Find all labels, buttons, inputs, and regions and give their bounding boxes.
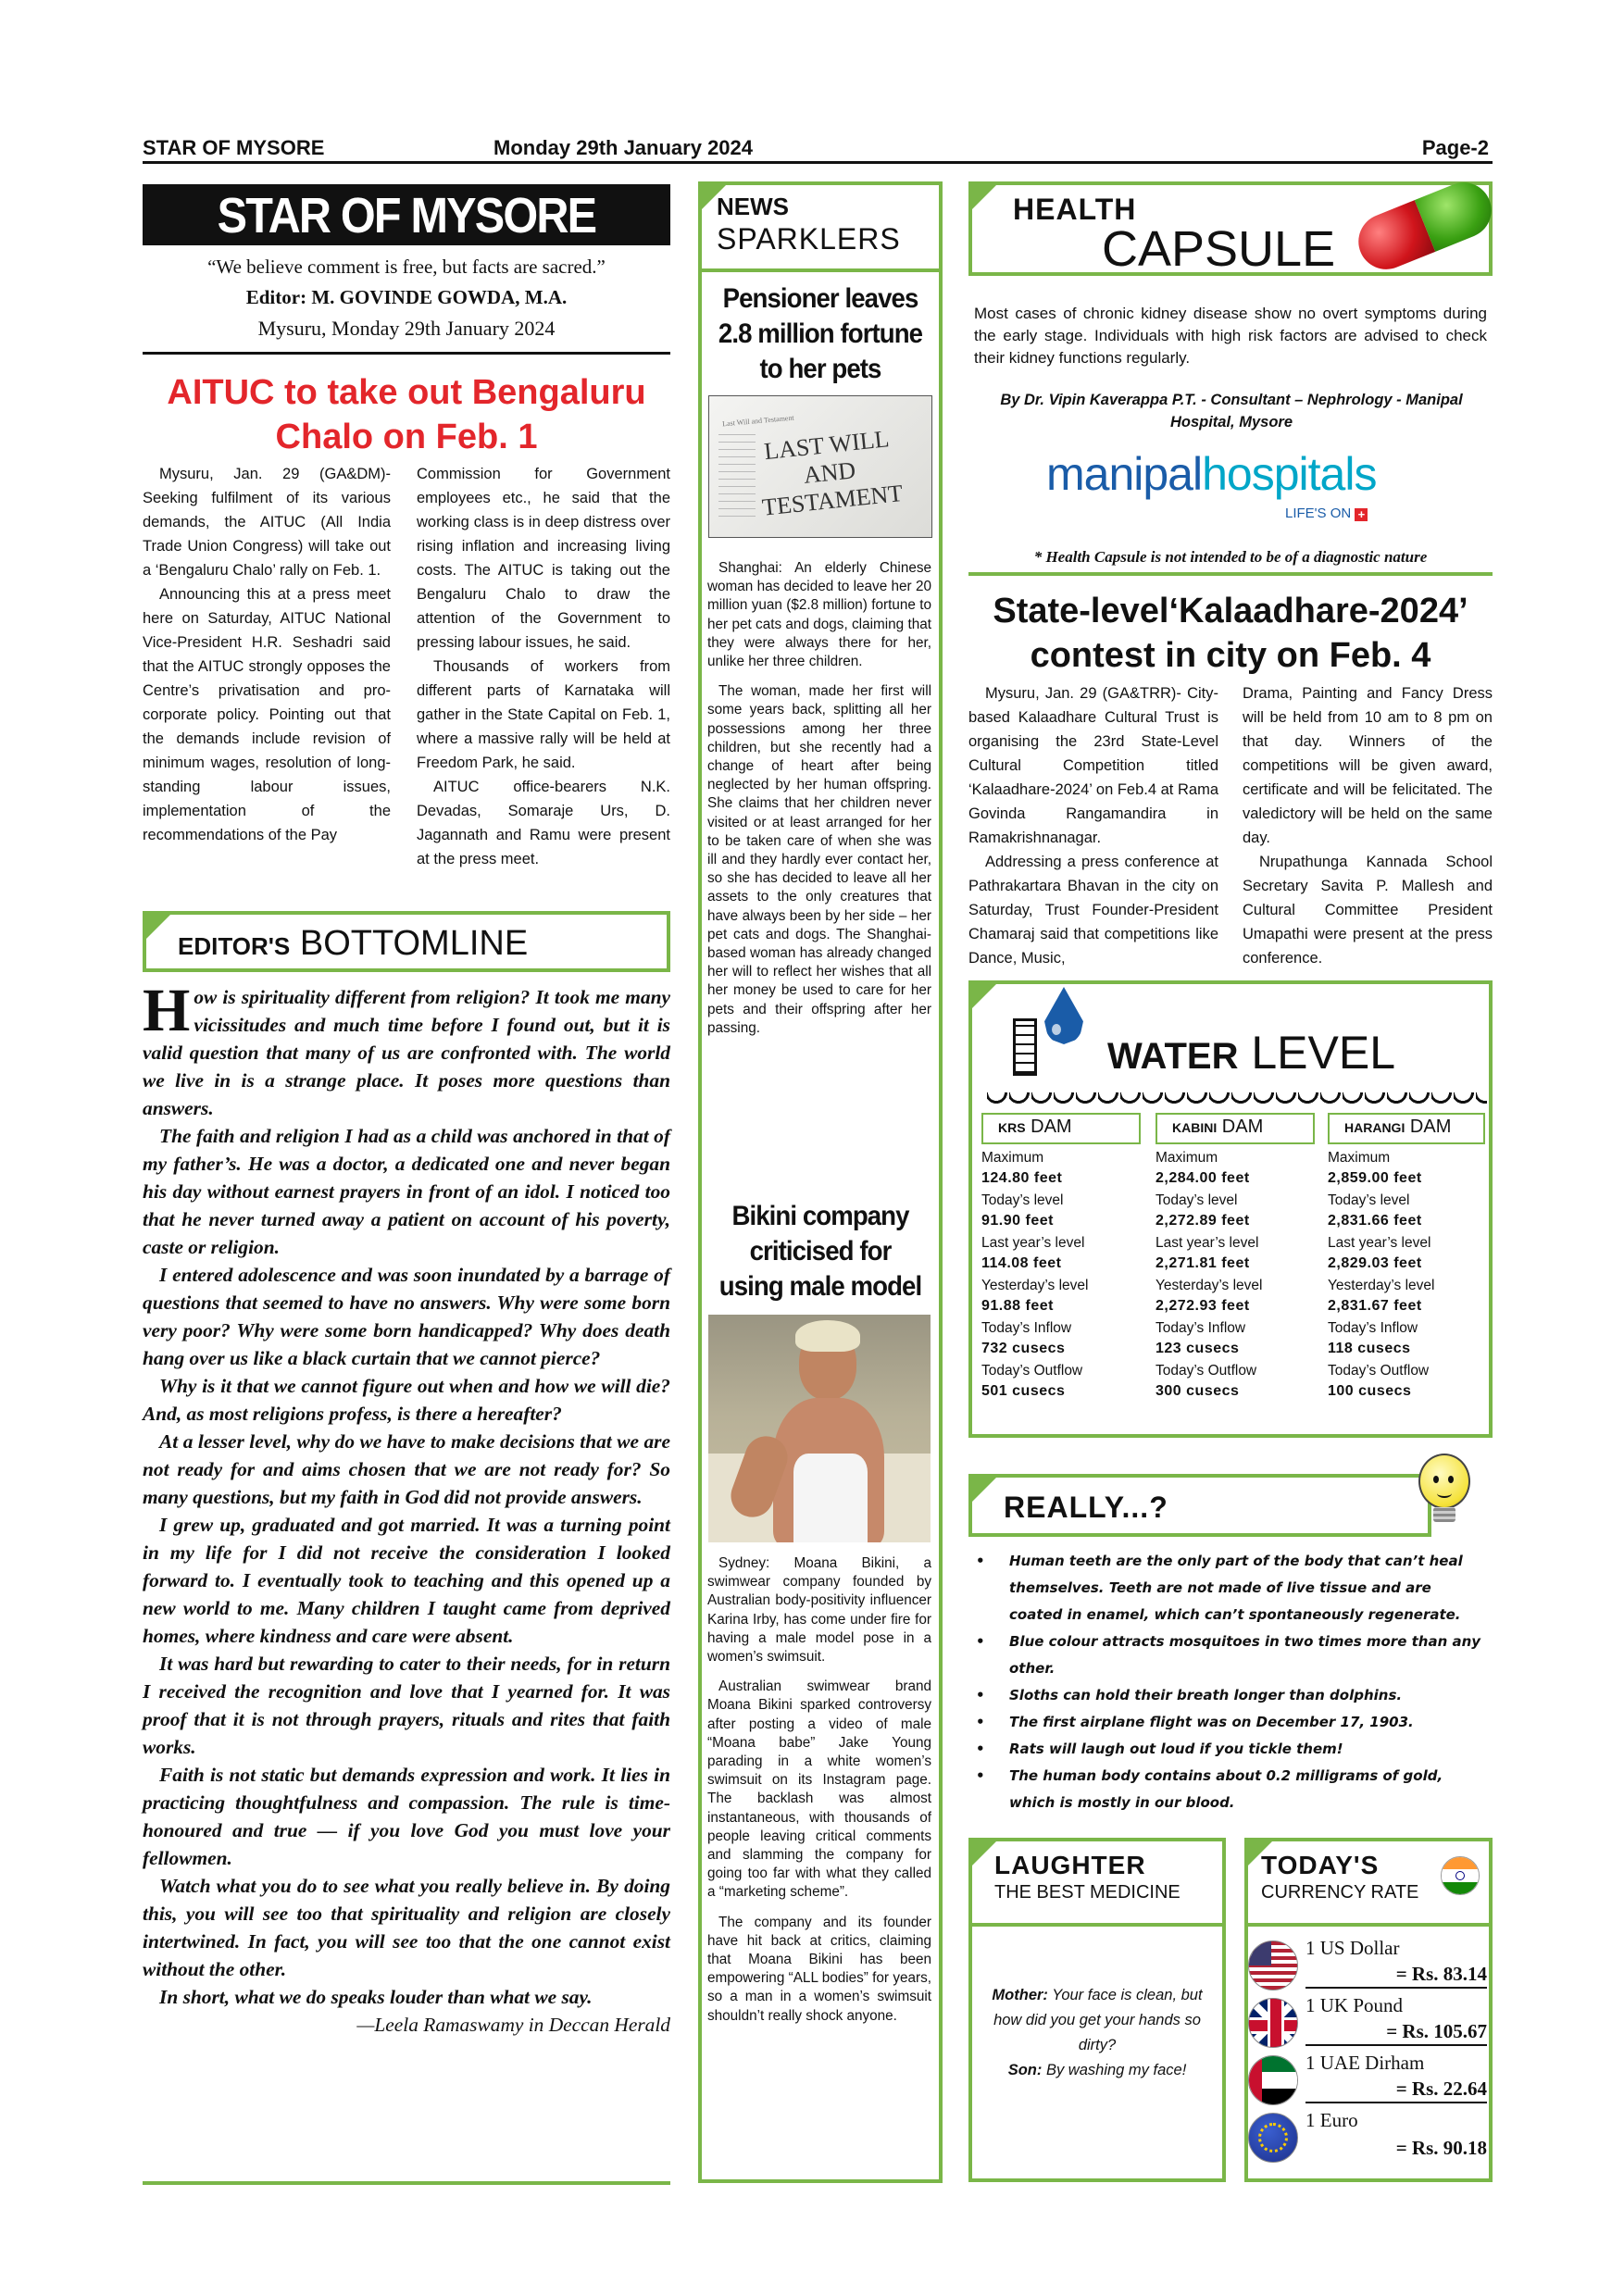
bikini-paragraph: Australian swimwear brand Moana Bikini sparked controversy after posting a video of male “Moana babe” Jake Young parading in a white women’s swimsuit on its Instagram page. The backlash was almost instantaneous, with thousands of people leaving critical comments and slamming the company for going too far with what they called a “marketing scheme”. (707, 1678, 931, 1901)
manipal-logo-a: manipal (1046, 448, 1203, 500)
manipal-logo (1046, 448, 1435, 500)
fact-item: • Rats will laugh out loud if you tickle them! (1009, 1736, 1489, 1763)
fact-item: • Sloths can hold their breath longer than dolphins. (1009, 1682, 1489, 1709)
header-rule (143, 161, 1493, 164)
editorial-editor: Editor: M. GOVINDE GOWDA, M.A. (245, 286, 568, 308)
photo-swimsuit (793, 1454, 868, 1542)
news-sparklers-label-bottom: SPARKLERS (717, 222, 901, 256)
currency-title-bottom: CURRENCY RATE (1261, 1882, 1419, 1903)
currency-row-gbp (1248, 1992, 1487, 2050)
currency-underline (1305, 2044, 1487, 2046)
aituc-paragraph: AITUC office-bearers N.K. Devadas, Somaraje Urs, D. Jagannath and Ramu were present at the press meet. (417, 779, 670, 867)
kalaadhare-paragraph: Mysuru, Jan. 29 (GA&TRR)- City-based Kalaadhare Cultural Trust is organising the 23rd State-Level Cultural Competition titled ‘Kalaadhare-2024’ on Feb.4 at Rama Govinda Rangamandira in Ramakrishnanagar. (968, 685, 1218, 846)
bottomline-bottom-rule (143, 2181, 670, 2185)
bottomline-paragraph: I grew up, graduated and got married. It was a turning point in my life for I did not receive the consideration I looked forward to. I eventually took to teaching and this opened up a new world to me. Many children I taught came from deprived homes, where kindness and care were absent. (143, 1514, 670, 1647)
currency-name: 1 Euro (1305, 2109, 1358, 2131)
corner-triangle (968, 980, 1000, 1012)
manipal-tagline: LIFE'S ON + (1285, 505, 1368, 521)
joke-speaker-son: Son: (1007, 2062, 1043, 2078)
editorial-motto: “We believe comment is free, but facts are sacred.” (207, 256, 606, 278)
photo-hair (795, 1320, 860, 1352)
water-level-title-bold: WATER (1107, 1036, 1239, 1077)
aituc-paragraph: Announcing this at a press meet here on Saturday, AITUC National Vice-President H.R. Seshadri said that the AITUC strongly opposes the Centre’s privatisation and pro-corporate policy. Pointing out that the demands include revision of minimum wages, resolution of long-standing labour issues, implementation of the recommendations of the Pay (143, 586, 391, 843)
health-capsule-box (968, 181, 1493, 276)
aituc-column-1 (143, 462, 391, 847)
currency-name: 1 US Dollar (1305, 1937, 1400, 1959)
currency-name: 1 UAE Dirham (1305, 2052, 1425, 2074)
kalaadhare-headline-line1: State-level‘Kalaadhare-2024’ (993, 592, 1468, 630)
laughter-divider (968, 1923, 1226, 1927)
kalaadhare-column-1 (968, 681, 1218, 970)
kalaadhare-headline (968, 589, 1493, 678)
currency-value: = Rs. 105.67 (1386, 2020, 1487, 2042)
bikini-body (707, 1554, 931, 2026)
aituc-paragraph: Commission for Government employees etc., he said that the working class is in deep distress over rising inflation and increasing living costs. The AITUC is taking out the Bengaluru Chalo to draw the attention of the Government to pressing labour issues, he said. (417, 466, 670, 651)
bottomline-paragraph: Watch what you do to see what you really believe in. By doing this, you will see too that spirituality and religion are closely intertwined. In fact, you will see too that the one cannot exist without the other. (143, 1875, 670, 1980)
news-sparklers-header-divider (698, 268, 943, 272)
last-will-image-text: LAST WILL AND TESTAMENT (760, 425, 905, 521)
currency-value: = Rs. 83.14 (1395, 1963, 1487, 1985)
pensioner-paragraph: The woman, made her first will some years back, splitting all her possessions among her three children, but she recently had a change of heart after being neglected by her human offspring. She claims that her children never visited or at least arranged for her to be taken care of when she was ill and they hardly ever contact her, so she has decided to leave all her assets to the only creatures that have always been by her side – her pet cats and dogs. The Shanghai-based woman has already changed her will to reflect her wishes that all her money be used to care for her pets and their offspring after her passing. (707, 683, 931, 1036)
water-level-title (1107, 1026, 1395, 1079)
fact-item: • The first airplane flight was on December 17, 1903. (1009, 1709, 1489, 1736)
dropcap: H (143, 977, 191, 1044)
dam-column-harangi: HARANGI DAM Maximum 2,859.00 feet Today’s level 2,831.66 feet Last year’s level 2,829.03 feet Yesterday’s level 2,831.67 feet Today’s Inflow 118 cusecs Today’s Outflow 100 cusecs (1328, 1113, 1485, 1400)
currency-row-eur (1248, 2107, 1487, 2165)
bottomline-paragraph: It was hard but rewarding to cater to their needs, for in return I received the recognition and love that I yearned for. It was proof that it is not through prayers, rituals and rites that faith works. (143, 1653, 670, 1758)
joke-line-mother: Your face is clean, but how did you get your hands so dirty? (993, 1987, 1203, 2053)
currency-value: = Rs. 90.18 (1395, 2137, 1487, 2159)
health-capsule-label-top: HEALTH (1013, 193, 1137, 226)
uk-flag-icon (1248, 1998, 1298, 2048)
currency-row-usd (1248, 1935, 1487, 1992)
last-will-image-small: Last Will and Testament (721, 413, 794, 429)
bikini-paragraph: Sydney: Moana Bikini, a swimwear company founded by Australian body-positivity influencer Karina Irby, has come under fire for having a male model pose in a women’s swimsuit. (707, 1555, 931, 1666)
manipal-logo-b: hospitals (1202, 448, 1377, 500)
joke-line-son: By washing my face! (1045, 2062, 1187, 2078)
aituc-column-2 (417, 462, 670, 871)
last-will-image (708, 395, 932, 538)
aituc-paragraph: Mysuru, Jan. 29 (GA&DM)- Seeking fulfilment of its various demands, the AITUC (All India Trade Union Congress) will take out a ‘Bengaluru Chalo’ rally on Feb. 1. (143, 466, 391, 579)
kalaadhare-paragraph: Nrupathunga Kannada School Secretary Savita P. Mallesh and Cultural Committee President Umapathi were present at the press conference. (1243, 854, 1493, 967)
dam-column-krs: KRS DAM Maximum 124.80 feet Today’s level 91.90 feet Last year’s level 114.08 feet Yesterday’s level 91.88 feet Today’s Inflow 732 cusecs Today’s Outflow 501 cusecs (981, 1113, 1141, 1400)
bikini-paragraph: The company and its founder have hit back at critics, claiming that Moana Bikini has been empowering “ALL bodies” for years, so a man in a women’s swimsuit shouldn’t really shock anyone. (707, 1914, 931, 2024)
capsule-icon (1350, 174, 1500, 278)
aituc-headline-line1: AITUC to take out Bengaluru (167, 373, 646, 412)
really-box (968, 1474, 1431, 1537)
dam-header: HARANGI DAM (1328, 1113, 1485, 1144)
aituc-headline-line2: Chalo on Feb. 1 (275, 418, 538, 456)
water-level-title-light: LEVEL (1251, 1027, 1396, 1079)
eu-flag-icon (1248, 2113, 1298, 2163)
currency-row-aed (1248, 2050, 1487, 2107)
editors-bottomline-title-bold: EDITOR'S (178, 932, 291, 960)
bottomline-paragraph: In short, what we do speaks louder than what we say. (159, 1986, 593, 2008)
pensioner-paragraph: Shanghai: An elderly Chinese woman has decided to leave her 20 million yuan ($2.8 million) fortune to her pet cats and dogs, claiming that they were always there for her, unlike her three children. (707, 560, 931, 670)
kalaadhare-paragraph: Drama, Painting and Fancy Dress will be held from 10 am to 8 pm on that day. Winners of the competitions will be given award, certificate and will be felicitated. The valedictory will be held on the same day. (1243, 685, 1493, 846)
masthead-rule (143, 352, 670, 355)
us-flag-icon (1248, 1940, 1298, 1990)
bottomline-paragraph: I entered adolescence and was soon inundated by a barrage of questions that seemed to have no answers. Why were some born very poor? Why were some born handicapped? Why does death hang over us like a black curtain that we cannot pierce? (143, 1264, 670, 1369)
pensioner-headline: Pensioner leaves 2.8 million fortune to her pets (718, 283, 923, 384)
bottomline-paragraph: Why is it that we cannot figure out when and how we will die? And, as most religions profess, is there a hereafter? (143, 1375, 670, 1425)
corner-triangle (143, 911, 174, 942)
currency-value: = Rs. 22.64 (1395, 2078, 1487, 2100)
news-sparklers-label-top: NEWS (717, 193, 789, 220)
laughter-title-top: LAUGHTER (994, 1851, 1146, 1879)
kalaadhare-headline-line2: contest in city on Feb. 4 (1030, 636, 1431, 675)
health-capsule-label-bottom: CAPSULE (1102, 221, 1336, 277)
joke-speaker-mother: Mother: (992, 1987, 1048, 2003)
currency-divider (1244, 1923, 1493, 1927)
currency-header (1244, 1838, 1493, 1921)
bottomline-paragraph: The faith and religion I had as a child was anchored in that of my father’s. He was a doctor, a dedicated one and never began his day without earnest prayers in front of an idol. I noticed too that he never turned away a patient on account of his poverty, caste or religion. (143, 1125, 670, 1258)
bottomline-paragraph: How is spirituality different from religion? It took me many vicissitudes and much time before I found out, but it is valid question that many of us are confronted with. The world we live in is a strange place. It poses more questions than answers. (143, 977, 670, 1119)
editorial-masthead-title: STAR OF MYSORE (217, 188, 596, 243)
health-capsule-bottom-rule (968, 572, 1493, 576)
pensioner-body (707, 559, 931, 1038)
header-page-number: Page-2 (1421, 136, 1489, 159)
bottomline-byline: —Leela Ramaswamy in Deccan Herald (356, 2014, 670, 2036)
editorial-dateline: Mysuru, Monday 29th January 2024 (257, 317, 556, 340)
currency-name: 1 UK Pound (1305, 1994, 1404, 2016)
currency-underline (1305, 2102, 1487, 2103)
dam-header: KRS DAM (981, 1113, 1141, 1144)
corner-triangle (968, 1474, 1000, 1505)
india-flag-icon (1441, 1856, 1480, 1895)
fact-item: • Human teeth are the only part of the body that can’t heal themselves. Teeth are not made of live tissue and are coated in enamel, which can’t spontaneously regenerate. (1009, 1548, 1489, 1628)
laughter-header (968, 1838, 1226, 1921)
bottomline-paragraph: At a lesser level, why do we have to make decisions that we are not ready for and aims chosen that we are not ready for? So many questions, but my faith in God did not provide answers. (143, 1430, 670, 1508)
header-date: Monday 29th January 2024 (493, 136, 754, 159)
health-capsule-byline: By Dr. Vipin Kaverappa P.T. - Consultant – Nephrology - Manipal Hospital, Mysore (1000, 392, 1463, 430)
water-gauge-icon (1013, 983, 1096, 1085)
currency-underline (1305, 1987, 1487, 1989)
fact-item: • The human body contains about 0.2 milligrams of gold, which is mostly in our blood. (1009, 1763, 1489, 1816)
kalaadhare-paragraph: Addressing a press conference at Pathrakartara Bhavan in the city on Saturday, Trust Founder-President Chamaraj said that competitions like Dance, Music, (968, 854, 1218, 967)
editors-bottomline-box (143, 911, 670, 972)
fact-item: • Blue colour attracts mosquitoes in two times more than any other. (1009, 1628, 1489, 1682)
uae-flag-icon (1248, 2055, 1298, 2105)
editors-bottomline-title-light: BOTTOMLINE (299, 924, 529, 963)
plus-icon: + (1355, 508, 1368, 521)
dam-column-kabini: KABINI DAM Maximum 2,284.00 feet Today’s level 2,272.89 feet Last year’s level 2,271.81 feet Yesterday’s level 2,272.93 feet Today’s Inflow 123 cusecs Today’s Outflow 300 cusecs (1156, 1113, 1315, 1400)
dam-header: KABINI DAM (1156, 1113, 1315, 1144)
kalaadhare-column-2 (1243, 681, 1493, 970)
laughter-title-bottom: THE BEST MEDICINE (994, 1882, 1181, 1903)
really-title: REALLY...? (1004, 1491, 1168, 1524)
header-masthead: STAR OF MYSORE (143, 136, 325, 159)
laughter-joke (989, 1983, 1206, 2083)
news-sparklers-header (698, 181, 943, 267)
editors-bottomline-title (178, 924, 528, 964)
aituc-paragraph: Thousands of workers from different parts of Karnataka will gather in the State Capital on Feb. 1, where a massive rally will be held at Freedom Park, he said. (417, 658, 670, 771)
health-capsule-disclaimer: * Health Capsule is not intended to be of a diagnostic nature (1033, 548, 1428, 566)
editors-bottomline-body (143, 977, 670, 2039)
bikini-headline: Bikini company criticised for using male model (718, 1201, 922, 1302)
lightbulb-icon (1413, 1452, 1478, 1535)
bikini-model-photo (708, 1315, 931, 1542)
water-waves (987, 1092, 1487, 1111)
aituc-headline (143, 370, 670, 459)
corner-triangle (968, 181, 1000, 213)
health-capsule-text: Most cases of chronic kidney disease show no overt symptoms during the early stage. Individuals with high risk factors are advised to check their kidney functions regularly. (974, 305, 1487, 367)
bottomline-paragraph: Faith is not static but demands expression and work. It lies in practicing thoughtfulness and compassion. The rule is time-honoured and true — if you love God you must love your fellowmen. (143, 1764, 670, 1869)
really-facts (974, 1548, 1489, 1816)
currency-title-top: TODAY'S (1261, 1851, 1380, 1879)
